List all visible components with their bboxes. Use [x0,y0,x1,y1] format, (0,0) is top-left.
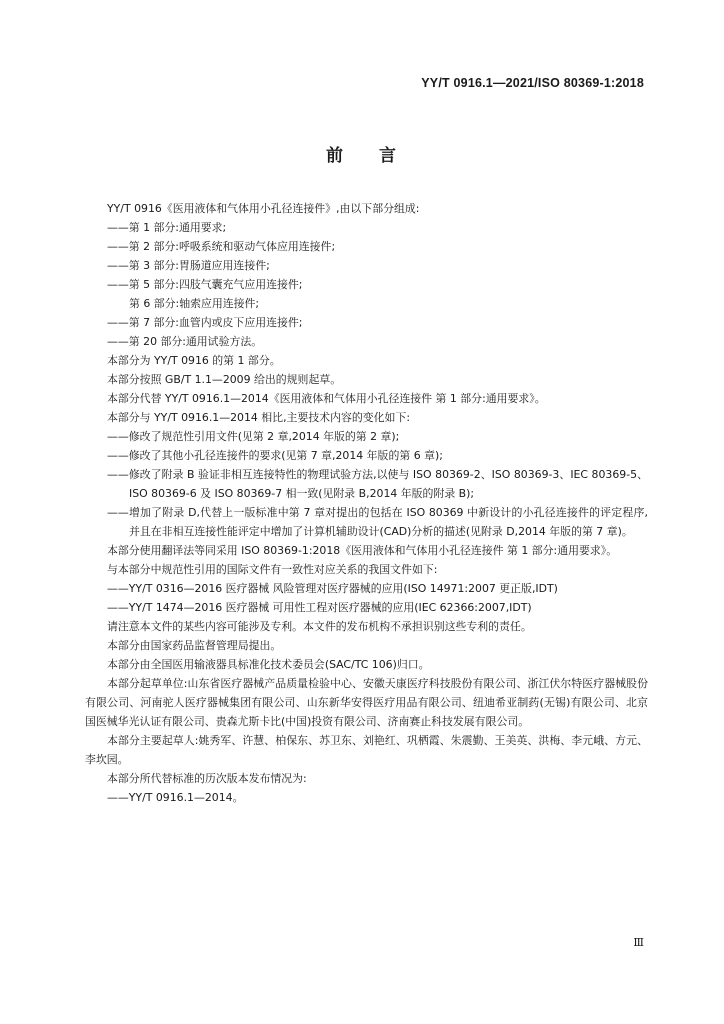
paragraph-changes-intro: 本部分与 YY/T 0916.1—2014 相比,主要技术内容的变化如下: [107,411,410,424]
list-item-change-4: ——增加了附录 D,代替上一版标准中第 7 章对提出的包括在 ISO 80369 中新设计的小孔径连接件的评定程序,并且在非相互连接性能评定中增加了计算机辅助设计(CAD)分析的描述(见附录 D,2014 年版的第 7 章)。 [107,506,648,538]
paragraph-managed-by: 本部分由全国医用输液器具标准化技术委员会(SAC/TC 106)归口。 [107,658,430,671]
list-item-part-5: ——第 5 部分:四肢气囊充气应用连接件; [107,278,303,291]
paragraph-adoption: 本部分使用翻译法等同采用 ISO 80369-1:2018《医用液体和气体用小孔径连接件 第 1 部分:通用要求》。 [107,544,618,557]
paragraph-proposed-by: 本部分由国家药品监督管理局提出。 [107,639,282,652]
paragraph-part-statement: 本部分为 YY/T 0916 的第 1 部分。 [107,354,281,367]
standard-number: YY/T 0916.1—2021/ISO 80369-1:2018 [421,76,644,90]
paragraph-drafting-units: 本部分起草单位:山东省医疗器械产品质量检验中心、安徽天康医疗科技股份有限公司、浙江伏尔特医疗器械股份有限公司、河南驼人医疗器械集团有限公司、山东新华安得医疗用品有限公司、纽迪希亚制药(无锡)有限公司、北京国医械华光认证有限公司、贵森尤斯卡比(中国)投资有限公司、济南赛止科技发展有限公司。 [85,677,648,728]
page-title [0,141,724,166]
paragraph-history-intro: 本部分所代替标准的历次版本发布情况为: [107,772,307,785]
paragraph-replaces: 本部分代替 YY/T 0916.1—2014《医用液体和气体用小孔径连接件 第 1 部分:通用要求》。 [107,392,546,405]
list-item-history-1: ——YY/T 0916.1—2014。 [107,791,244,804]
paragraph-normative-refs-intro: 与本部分中规范性引用的国际文件有一致性对应关系的我国文件如下: [107,563,438,576]
paragraph-drafting-rules: 本部分按照 GB/T 1.1—2009 给出的规则起草。 [107,373,342,386]
paragraph-drafters: 本部分主要起草人:姚秀军、许慧、柏保东、苏卫东、刘艳红、巩栖霞、朱震勤、王美英、洪梅、李元峨、方元、李坎园。 [85,734,648,766]
list-item-part-3: ——第 3 部分:胃肠道应用连接件; [107,259,270,272]
list-item-part-2: ——第 2 部分:呼吸系统和驱动气体应用连接件; [107,240,336,253]
list-item-change-1: ——修改了规范性引用文件(见第 2 章,2014 年版的第 2 章); [107,430,400,443]
foreword-body [85,199,648,807]
list-item-change-3: ——修改了附录 B 验证非相互连接特性的物理试验方法,以使与 ISO 80369-2、ISO 80369-3、IEC 80369-5、ISO 80369-6 及 ISO 80369-7 相一致(见附录 B,2014 年版的附录 B); [107,468,648,500]
paragraph-parts-intro: YY/T 0916《医用液体和气体用小孔径连接件》,由以下部分组成: [107,202,420,215]
list-item-change-2: ——修改了其他小孔径连接件的要求(见第 7 章,2014 年版的第 6 章); [107,449,443,462]
list-item-ref-2: ——YY/T 1474—2016 医疗器械 可用性工程对医疗器械的应用(IEC 62366:2007,IDT) [107,601,532,614]
list-item-part-1: ——第 1 部分:通用要求; [107,221,227,234]
list-item-part-6: 第 6 部分:轴索应用连接件; [129,297,260,310]
list-item-part-20: ——第 20 部分:通用试验方法。 [107,335,263,348]
title-char-2: 言 [379,146,398,166]
list-item-part-7: ——第 7 部分:血管内或皮下应用连接件; [107,316,303,329]
list-item-ref-1: ——YY/T 0316—2016 医疗器械 风险管理对医疗器械的应用(ISO 14971:2007 更正版,IDT) [107,582,558,595]
page-number: Ⅲ [633,936,644,949]
title-char-1: 前 [326,146,345,166]
paragraph-patent-notice: 请注意本文件的某些内容可能涉及专利。本文件的发布机构不承担识别这些专利的责任。 [107,620,532,633]
